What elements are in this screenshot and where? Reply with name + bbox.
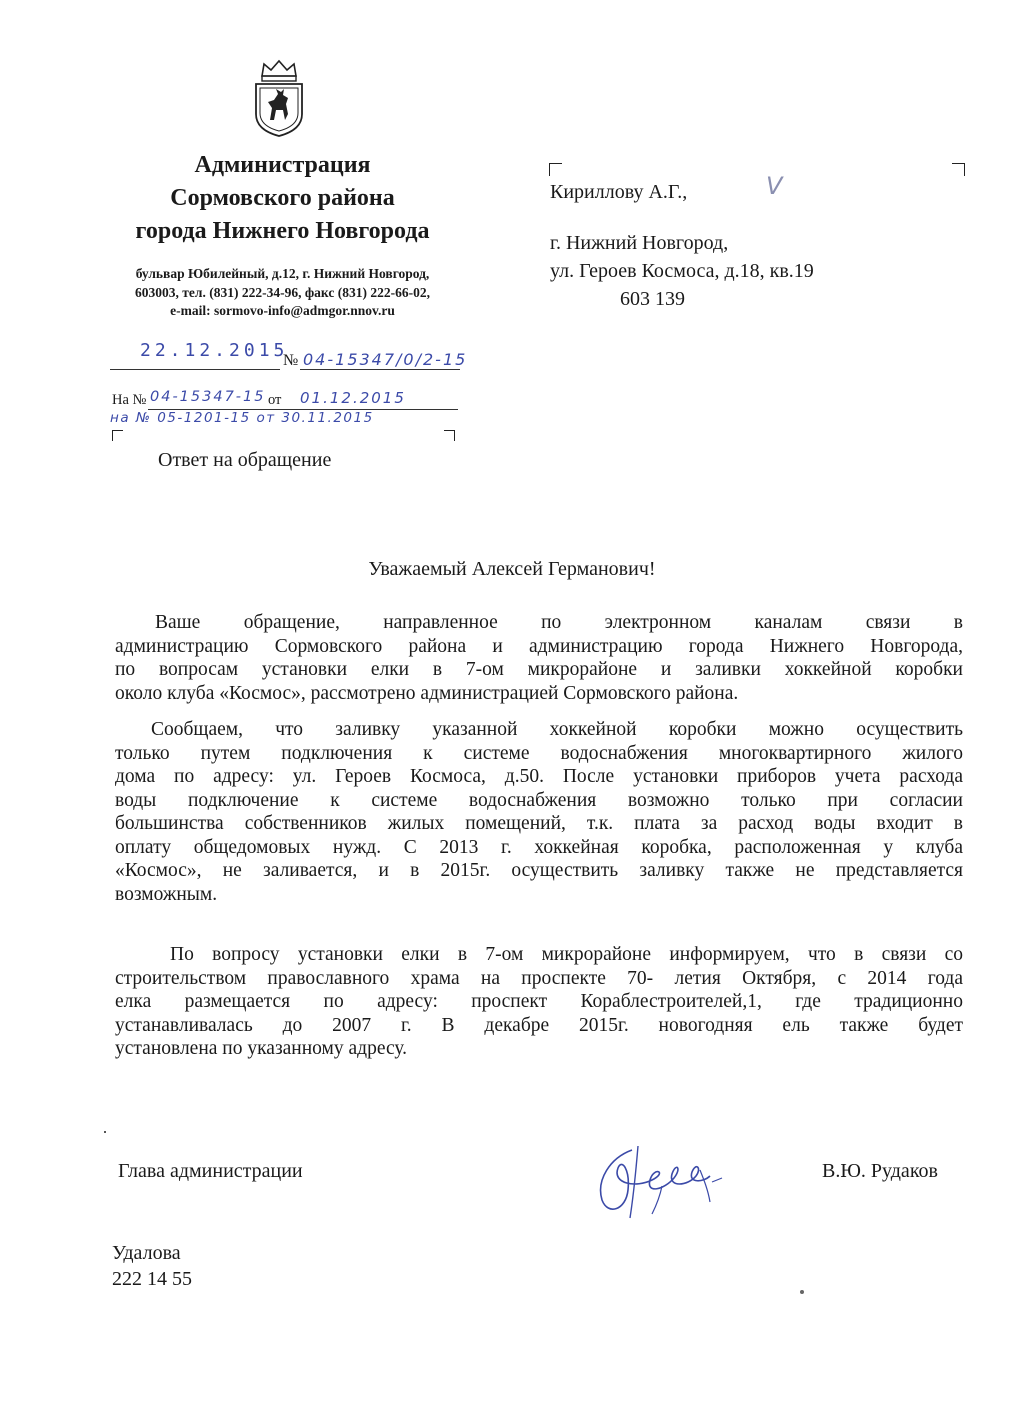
sender-org-line1: Администрация (194, 152, 371, 178)
salutation: Уважаемый Алексей Германович! (368, 558, 656, 580)
recipient-city: г. Нижний Новгород, (550, 232, 729, 254)
paragraph-3-line: елка размещается по адресу: проспект Кораблестроителей,1, где традиционно (115, 991, 963, 1012)
recipient-name: Кириллову А.Г., (550, 181, 688, 203)
paragraph-3-line: устанавливалась до 2007 г. В декабре 2015г. новогодняя ель также будет (115, 1014, 963, 1036)
registration-number-label: № (283, 352, 299, 369)
sender-org-line2: Сормовского района (170, 185, 395, 211)
paragraph-1-line: около клуба «Космос», рассмотрено администрацией Сормовского района. (115, 682, 739, 704)
sender-org-line3: города Нижнего Новгорода (135, 218, 430, 244)
sender-address-line1: бульвар Юбилейный, д.12, г. Нижний Новгород, (135, 266, 430, 281)
paragraph-2-line: возможным. (115, 883, 218, 905)
recipient-corner-left (549, 163, 562, 176)
check-mark: V (766, 172, 785, 200)
coat-of-arms-emblem (248, 58, 310, 138)
paragraph-2-line: только путем подключения к системе водоснабжения многоквартирного жилого (115, 742, 963, 764)
paragraph-3-line: установлена по указанному адресу. (115, 1038, 408, 1059)
sender-address-line3: e-mail: sormovo-info@admgor.nnov.ru (170, 303, 395, 318)
paragraph-1-line: администрацию Сормовского района и администрацию города Нижнего Новгорода, (115, 635, 963, 657)
paragraph-2-line: воды подключение к системе водоснабжения возможно только при согласии (115, 789, 963, 811)
paragraph-2-line: большинства собственников жилых помещений, т.к. плата за расход воды входит в (115, 813, 963, 834)
paragraph-3 (115, 943, 963, 1061)
paragraph-3-line: По вопросу установки елки в 7-ом микрорайоне информируем, что в связи со (170, 944, 963, 965)
recipient-corner-right (952, 163, 965, 176)
paragraph-1 (115, 611, 963, 705)
registration-number-value: 04-15347/0/2-15 (303, 350, 468, 369)
paragraph-2-line: «Космос», не заливается, и в 2015г. осуществить заливку также не представляется (115, 860, 963, 881)
paragraph-3-line: строительством православного храма на проспекте 70- летия Октября, с 2014 года (115, 967, 963, 989)
subject-corner-left (112, 430, 123, 441)
reference-number: 04-15347-15 (150, 389, 266, 405)
recipient-postcode: 603 139 (620, 288, 685, 310)
reference-from-label: от (268, 392, 282, 408)
reference-line2: на № 05-1201-15 от 30.11.2015 (110, 410, 374, 426)
number-underline (300, 369, 460, 370)
signature-position: Глава администрации (118, 1160, 303, 1182)
registration-date-stamp: 22.12.2015 (140, 340, 289, 361)
date-underline (110, 369, 280, 370)
executor-phone: 222 14 55 (112, 1268, 192, 1290)
handwritten-signature (592, 1140, 732, 1222)
subject-line: Ответ на обращение (158, 449, 332, 471)
recipient-street: ул. Героев Космоса, д.18, кв.19 (550, 260, 814, 282)
scan-speck (104, 1131, 106, 1133)
reference-label: На № (112, 392, 147, 408)
subject-corner-right (444, 430, 455, 441)
paragraph-2-line: Сообщаем, что заливку указанной хоккейной коробки можно осуществить (151, 719, 963, 740)
reference-date: 01.12.2015 (300, 389, 406, 407)
scan-speck (800, 1290, 804, 1294)
executor-name: Удалова (112, 1242, 181, 1264)
paragraph-1-line: Ваше обращение, направленное по электронном каналам связи в (155, 612, 963, 633)
paragraph-2-line: дома по адресу: ул. Героев Космоса, д.50. После установки приборов учета расхода (115, 766, 963, 787)
paragraph-2 (115, 718, 963, 906)
sender-address-line2: 603003, тел. (831) 222-34-96, факс (831) 222-66-02, (135, 285, 430, 300)
signatory-name: В.Ю. Рудаков (822, 1160, 938, 1182)
paragraph-2-line: оплату общедомовых нужд. С 2013 г. хоккейная коробка, расположенная у клуба (115, 836, 963, 858)
paragraph-1-line: по вопросам установки елки в 7-ом микрорайоне и заливки хоккейной коробки (115, 659, 963, 680)
